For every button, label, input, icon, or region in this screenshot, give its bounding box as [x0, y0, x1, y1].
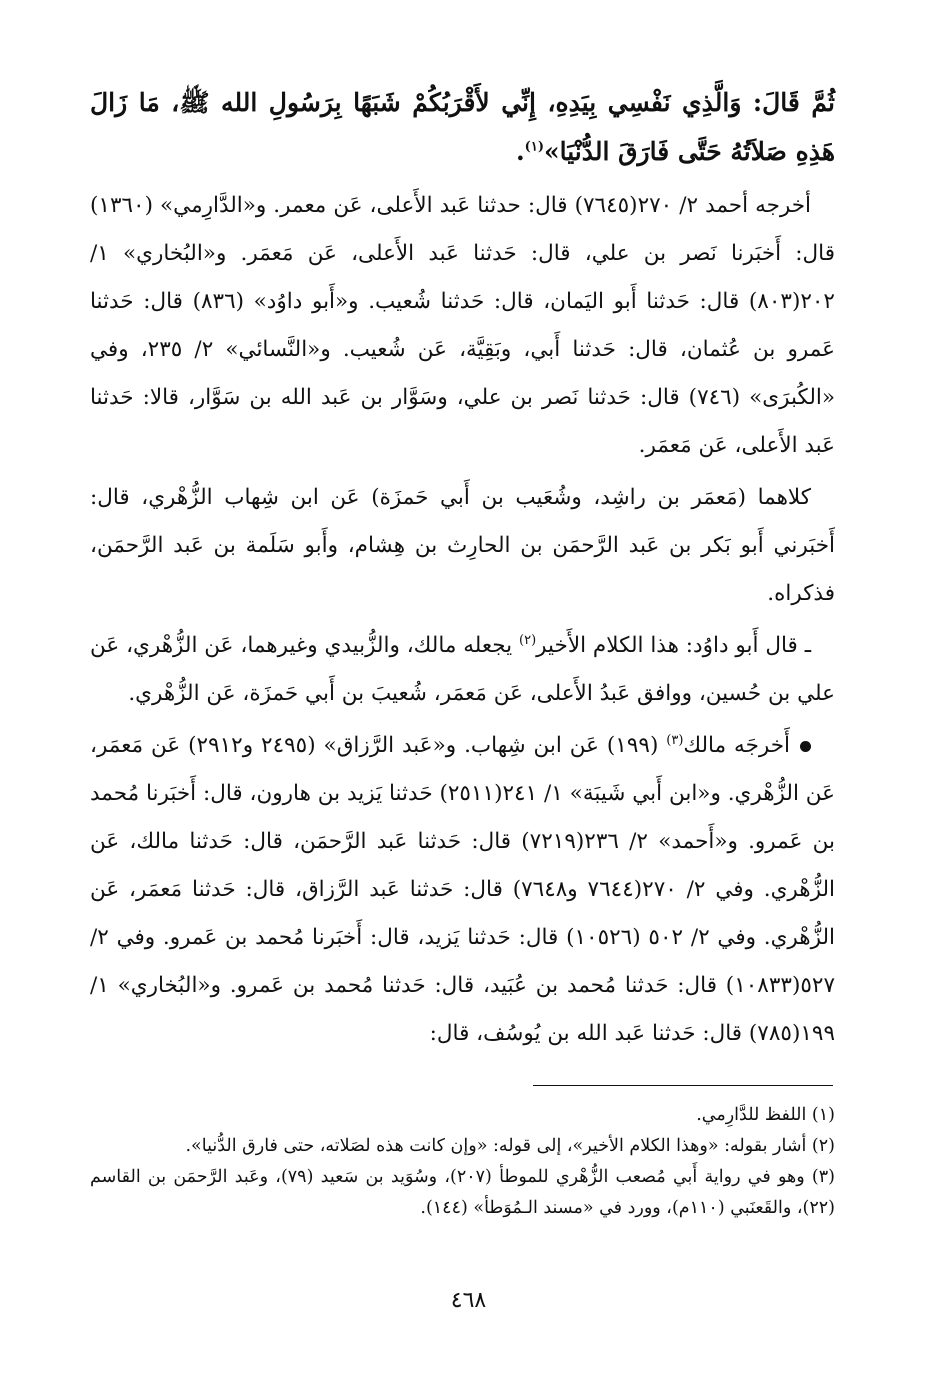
takhrij-paragraph-1: أخرجه أحمد ٢/ ٢٧٠(٧٦٤٥) قال: حدثنا عَبد الأَعلى، عَن معمر. و«الدَّارِمي» (١٣٦٠) قال: أَخبَرنا نَصر بن علي، قال: حَدثنا عَبد الأَعلى، عَن مَعمَر. و«البُخاري» ١/ ٢٠٢(٨٠٣) قال: حَدثنا أَبو اليَمان، قال: حَدثنا شُعيب. و«أَبو داوُد» (٨٣٦) قال: حَدثنا عَمرو بن عُثمان، قال: حَدثنا أَبي، وبَقِيَّة، عَن شُعيب. و«النَّسائي» ٢/ ٢٣٥، وفي «الكُبرَى» (٧٤٦) قال: حَدثنا نَصر بن علي، وسَوَّار بن عَبد الله بن سَوَّار، قالا: حَدثنا عَبد الأَعلى، عَن مَعمَر. [90, 193, 836, 458]
hadith-end-punct: . [515, 137, 525, 166]
bullet-icon [800, 741, 811, 752]
abu-dawud-note-start: ـ قال أَبو داوُد: هذا الكلام الأَخير [536, 633, 812, 658]
hadith-end: ثُمَّ قَالَ: وَالَّذِي نَفْسِي بِيَدِهِ، إِنِّي لأَقْرَبُكُمْ شَبَهًا بِرَسُولِ الله ﷺ، مَا زَالَ هَذِهِ صَلاَتُهُ حَتَّى فَارَقَ الدُّنْيَا» [90, 88, 835, 166]
footnote-2: (٢) أشار بقوله: «وهذا الكلام الأخير»، إلى قوله: «وإن كانت هذه لصَلاته، حتى فارق الدُّنيا». [185, 1136, 835, 1156]
footnote-ref-1[interactable]: (١) [524, 139, 544, 155]
footnote-ref-2[interactable]: (٢) [519, 632, 537, 648]
malik-takhrij-rest: (١٩٩) عَن ابن شِهاب. و«عَبد الرَّزاق» (٢٤٩٥ و٢٩١٢) عَن مَعمَر، عَن الزُّهْري. و«ابن أَبي شَيبَة» ١/ ٢٤١(٢٥١١) حَدثنا يَزيد بن هارون، قال: أَخبَرنا مُحمد بن عَمرو. و«أَحمد» ٢/ ٢٣٦(٧٢١٩) قال: حَدثنا عَبد الرَّحمَن، قال: حَدثنا مالك، عَن الزُّهْري. وفي ٢/ ٢٧٠(٧٦٤٤ و٧٦٤٨) قال: حَدثنا عَبد الرَّزاق، قال: حَدثنا مَعمَر، عَن الزُّهْري. وفي ٢/ ٥٠٢ (١٠٥٢٦) قال: حَدثنا يَزيد، قال: أَخبَرنا مُحمد بن عَمرو. وفي ٢/ ٥٢٧(١٠٨٣٣) قال: حَدثنا مُحمد بن عُبَيد، قال: حَدثنا مُحمد بن عَمرو. و«البُخاري» ١/ ١٩٩(٧٨٥) قال: حَدثنا عَبد الله بن يُوسُف، قال: [90, 733, 836, 1046]
takhrij-paragraph-3 [90, 622, 835, 718]
hadith-text [90, 78, 835, 176]
footnotes [90, 1100, 835, 1224]
footnote-1: (١) اللفظ للدَّارِمي. [696, 1105, 835, 1125]
takhrij-paragraph-4 [90, 722, 835, 1058]
footnote-3: (٣) وهو في رواية أَبي مُصعب الزُّهْري للموطأ (٢٠٧)، وسُوَيد بن سَعيد (٧٩)، وعَبد الرَّحمَن بن القاسم (٢٢)، والقَعنَبي (١١٠م)، وورد في «مسند الـمُوَطأ» (١٤٤). [90, 1167, 835, 1218]
abu-dawud-note-rest: يجعله مالك، والزُّبيدي وغيرهما، عَن الزُّهْري، عَن علي بن حُسين، ووافق عَبدُ الأَعلى، عَن مَعمَر، شُعيبَ بن أَبي حَمزَة، عَن الزُّهْري. [90, 633, 835, 706]
footnote-ref-3[interactable]: (٣) [666, 732, 684, 748]
footnote-separator [533, 1085, 833, 1086]
malik-takhrij-start: أَخرجَه مالك [683, 733, 790, 758]
page-number: ٤٦٨ [450, 1288, 487, 1313]
main-text [90, 78, 835, 1062]
takhrij-paragraph-2: كلاهما (مَعمَر بن راشِد، وشُعَيب بن أَبي حَمزَة) عَن ابن شِهاب الزُّهْري، قال: أَخبَرني أَبو بَكر بن عَبد الرَّحمَن بن الحارِث بن هِشام، وأَبو سَلَمة بن عَبد الرَّحمَن، فذكراه. [90, 485, 835, 606]
